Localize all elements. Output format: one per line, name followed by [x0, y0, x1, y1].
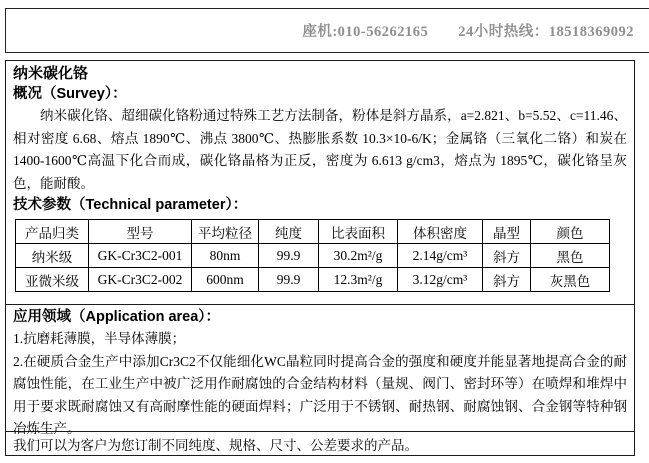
cell-avg-size: 600nm: [192, 268, 259, 292]
cell-crystal-form: 斜方: [483, 268, 531, 292]
document-body: [5, 60, 635, 456]
col-header-surface-area: 比表面积: [319, 220, 398, 244]
hotline-number: 24小时热线：18518369092: [458, 24, 634, 40]
cell-crystal-form: 斜方: [483, 244, 531, 268]
cell-purity: 99.9: [259, 268, 319, 292]
application-item-2: 2.在硬质合金生产中添加Cr3C2不仅能细化WC晶粒同时提高合金的强度和硬度并能显著地提高合金的耐腐蚀性能，在工业生产中被广泛用作耐腐蚀的合金结构材料（量规、阀门、密封环等）在喷焊和堆焊中用于要求既耐腐蚀又有高耐摩性能的硬面焊料；广泛用于不锈钢、耐热钢、耐腐蚀钢、合金钢等特种钢冶炼生产。: [13, 353, 627, 436]
application-item-1: 1.抗磨耗薄膜，半导体薄膜；: [13, 331, 186, 346]
customization-note: 我们可以为客户为您订制不同纯度、规格、尺寸、公差要求的产品。: [13, 437, 418, 453]
landline-number: 座机:010-56262165: [302, 24, 429, 40]
application-heading: 应用领域（Application area）：: [13, 309, 221, 325]
cell-avg-size: 80nm: [192, 244, 259, 268]
col-header-color: 颜色: [531, 220, 610, 244]
col-header-avg-size: 平均粒径: [192, 220, 259, 244]
survey-heading: 概况（Survey）：: [13, 86, 127, 102]
cell-purity: 99.9: [259, 244, 319, 268]
table-row: [16, 244, 610, 268]
cell-bulk-density: 3.12g/cm³: [398, 268, 483, 292]
section-application: [6, 304, 634, 436]
col-header-crystal-form: 晶型: [483, 220, 531, 244]
table-header-row: [16, 220, 610, 244]
cell-model: GK-Cr3C2-001: [89, 244, 192, 268]
survey-paragraph: 纳米碳化铬、超细碳化铬粉通过特殊工艺方法制备，粉体是斜方晶系，a=2.821、b=5.52、c=11.46、相对密度 6.68、熔点 1890℃、沸点 3800℃、热膨胀系数 10.3×10-6/K；金属铬（三氧化二铬）和炭在1400-1600℃高温下化合而成，碳化铬晶格为正反，密度为 6.613 g/cm3，熔点为 1895℃，碳化铬呈灰色，能耐酸。: [13, 108, 627, 191]
section-footer-note: [6, 431, 634, 455]
cell-color: 灰黑色: [531, 268, 610, 292]
cell-category: 亚微米级: [16, 268, 89, 292]
cell-bulk-density: 2.14g/cm³: [398, 244, 483, 268]
section-survey: [6, 61, 634, 304]
cell-category: 纳米级: [16, 244, 89, 268]
cell-surface-area: 12.3m²/g: [319, 268, 398, 292]
cell-model: GK-Cr3C2-002: [89, 268, 192, 292]
col-header-model: 型号: [89, 220, 192, 244]
contact-header: [5, 8, 649, 53]
tech-parameter-heading: 技术参数（Technical parameter）：: [13, 197, 248, 213]
col-header-bulk-density: 体积密度: [398, 220, 483, 244]
col-header-purity: 纯度: [259, 220, 319, 244]
cell-surface-area: 30.2m²/g: [319, 244, 398, 268]
col-header-category: 产品归类: [16, 220, 89, 244]
tech-parameter-table: [15, 219, 610, 292]
table-row: [16, 268, 610, 292]
page-title: 纳米碳化铬: [13, 65, 89, 82]
cell-color: 黑色: [531, 244, 610, 268]
